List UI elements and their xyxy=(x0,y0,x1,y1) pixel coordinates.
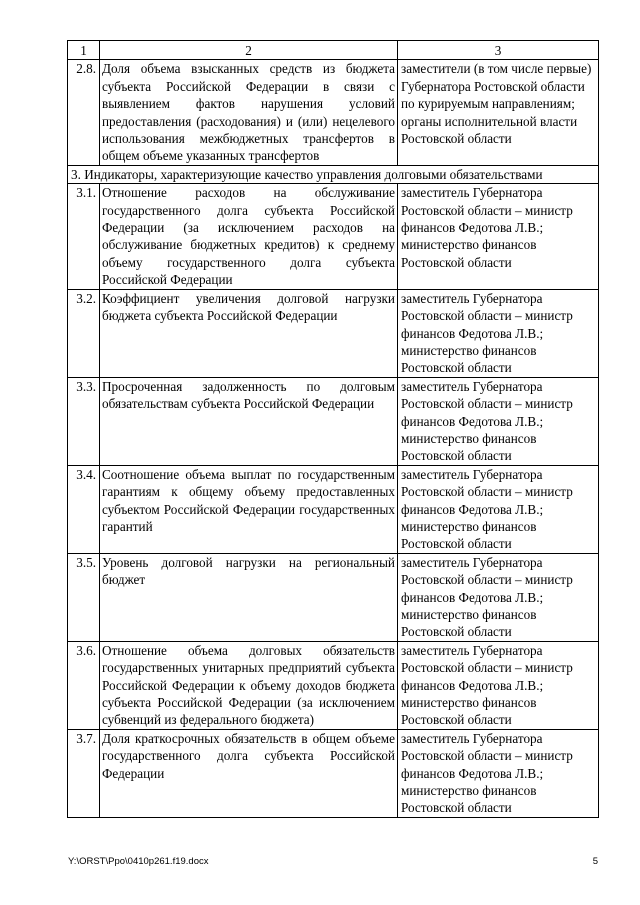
responsible-party: заместитель Губернатора Ростовской области – министр финансов Федотова Л.В.; министерство финансов Ростовской области xyxy=(398,729,599,817)
indicator-description: Отношение расходов на обслуживание государственного долга субъекта Российской Федерации (за исключением расходов на обслуживание бюджетных кредитов) к среднему объему государственного долга субъекта Российской Федерации xyxy=(100,184,398,289)
responsible-party: заместитель Губернатора Ростовской области – министр финансов Федотова Л.В.; министерство финансов Ростовской области xyxy=(398,641,599,729)
responsible-party: заместитель Губернатора Ростовской области – министр финансов Федотова Л.В.; министерство финансов Ростовской области xyxy=(398,465,599,553)
indicator-description: Уровень долговой нагрузки на региональный бюджет xyxy=(100,553,398,641)
row-number: 3.5. xyxy=(68,553,100,641)
responsible-party: заместитель Губернатора Ростовской области – министр финансов Федотова Л.В.; министерство финансов Ростовской области xyxy=(398,289,599,377)
row-number: 3.1. xyxy=(68,184,100,289)
indicator-description: Просроченная задолженность по долговым обязательствам субъекта Российской Федерации xyxy=(100,377,398,465)
table-row-3-7 xyxy=(68,729,599,817)
indicator-description: Соотношение объема выплат по государственным гарантиям к общему объему предоставленных субъектом Российской Федерации государственных гарантий xyxy=(100,465,398,553)
header-col-3: 3 xyxy=(398,41,599,60)
row-number: 3.6. xyxy=(68,641,100,729)
table-header-row xyxy=(68,41,599,60)
row-number: 3.7. xyxy=(68,729,100,817)
section-3-heading: 3. Индикаторы, характеризующие качество управления долговыми обязательствами xyxy=(68,165,599,183)
responsible-party: заместитель Губернатора Ростовской области – министр финансов Федотова Л.В.; министерство финансов Ростовской области xyxy=(398,377,599,465)
table-row-3-3 xyxy=(68,377,599,465)
table-row-3-6 xyxy=(68,641,599,729)
row-number: 3.2. xyxy=(68,289,100,377)
responsible-party: заместители (в том числе первые) Губернатора Ростовской области по курируемым направлениям; органы исполнительной власти Ростовской области xyxy=(398,60,599,165)
row-number: 2.8. xyxy=(68,60,100,165)
table-row-3-2 xyxy=(68,289,599,377)
table-row-2-8 xyxy=(68,60,599,165)
indicator-description: Отношение объема долговых обязательств государственных унитарных предприятий субъекта Российской Федерации к объему доходов бюджета субъекта Российской Федерации (за исключением субвенций из федерального бюджета) xyxy=(100,641,398,729)
file-path: Y:\ORST\Ppo\0410p261.f19.docx xyxy=(68,856,209,867)
table-row-3-4 xyxy=(68,465,599,553)
indicator-description: Коэффициент увеличения долговой нагрузки бюджета субъекта Российской Федерации xyxy=(100,289,398,377)
indicators-table xyxy=(67,40,599,818)
table-row-3-1 xyxy=(68,184,599,289)
page-number: 5 xyxy=(592,856,598,867)
header-col-1: 1 xyxy=(68,41,100,60)
responsible-party: заместитель Губернатора Ростовской области – министр финансов Федотова Л.В.; министерство финансов Ростовской области xyxy=(398,553,599,641)
header-col-2: 2 xyxy=(100,41,398,60)
row-number: 3.4. xyxy=(68,465,100,553)
section-heading-row xyxy=(68,165,599,183)
responsible-party: заместитель Губернатора Ростовской области – министр финансов Федотова Л.В.; министерство финансов Ростовской области xyxy=(398,184,599,289)
indicator-description: Доля объема взысканных средств из бюджета субъекта Российской Федерации в связи с выявлением фактов нарушения условий предоставления (расходования) и (или) нецелевого использования межбюджетных трансфертов в общем объеме указанных трансфертов xyxy=(100,60,398,165)
indicator-description: Доля краткосрочных обязательств в общем объеме государственного долга субъекта Российской Федерации xyxy=(100,729,398,817)
table-row-3-5 xyxy=(68,553,599,641)
row-number: 3.3. xyxy=(68,377,100,465)
